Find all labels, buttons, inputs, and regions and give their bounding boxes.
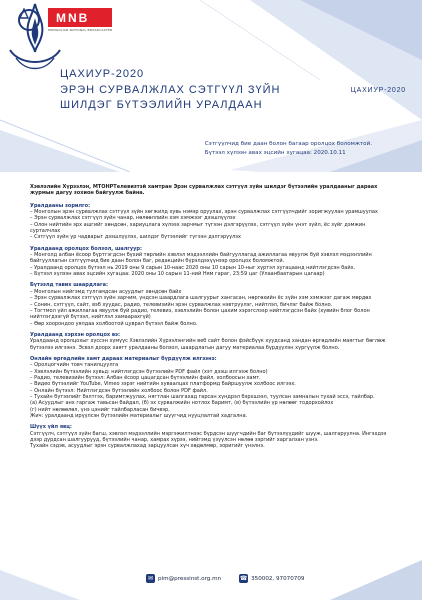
section-line: Тухайн сэдэв, асуудлыг эрэн сурвалжлахад зарцуулсан хүч хөдөлмөр, зоригийг үнэлнэ. (30, 443, 265, 450)
section-line: – Оролцогчийн товч танилцуулга (30, 362, 119, 369)
section-body (30, 252, 392, 277)
mnb-logo-text: MNB (48, 8, 112, 27)
section (30, 424, 392, 449)
phone-text: 350002, 97070709 (251, 575, 305, 582)
section-body (30, 209, 392, 241)
footer-phone[interactable] (239, 574, 304, 583)
mnb-logo-subtitle: MONGOLIAN NATIONAL BROADCASTER (48, 28, 113, 32)
section (30, 282, 392, 326)
section-line: – Монголын нийгэмд тулгамдсан асуудлыг хөндсөн байх (30, 288, 182, 295)
intro-paragraph: Хэвлэлийн Хүрээлэн, МТОНРТелевизтэй хамтран Эрэн сурвалжлах сэтгүүл зүйн шилдэг бүтээлийн уралдааныг дараах журмын дагуу зохион байгуулж байна. (30, 184, 378, 197)
section-line: – Монголын эрэн сурвалжлах сэтгүүл зүйн хөгжилд хувь нэмэр оруулах, эрэн сурвалжлах сэтгүүлчдийг зоригжуулан урамшуулах (30, 209, 378, 216)
section-line: Жич: уралдаанд ирүүлсэн бүтээлийн материалыг шүүгчид нууцлалтай хадгална. (30, 413, 248, 419)
section-line: – Тухайн бүтээлийг бэлтгэх, баримтжуулах, нягтлан шалгахад гарсан хүндрэл бэрхшээл, туулсан замналын тухай эссэ, тайлбар. (30, 393, 375, 400)
section-line: – Хэвлэлийн бүтээлийн хувьд: нийтлэгдсэн бүтээлийн PDF файл (хэт дээш илгээж болно) (30, 368, 268, 375)
section-line: – Видео бүтээлийг YouTube, Vimeo зэрэг нийтийн хуваалцах платформд байршуулж холбоос илгээх. (30, 381, 296, 388)
title-line-1: ЦАХИУР-2020 (60, 68, 145, 80)
section-title: Бүтээлд тавих шаардлага: (30, 282, 108, 289)
footer-email[interactable] (146, 574, 221, 583)
section-title: Онлайн өргөдлийн хамт дараах материалыг бүрдүүлж илгээнэ: (30, 355, 217, 362)
section-title: Уралдаанд хэрхэн оролцох вэ: (30, 331, 120, 338)
title-line-3: ШИЛДЭГ БҮТЭЭЛИЙН УРАЛДААН (60, 99, 263, 111)
section-line: – Онлайн бүтээл: Нийтлэгдсэн бүтээлийн холбоос болон PDF файл. (30, 387, 208, 394)
section-line: – Сэтгүүл зүйн ур чадварыг дээшлүүлэх, шилдэг бүтээлийг түгээн дэлгэрүүлэх (30, 234, 241, 241)
section-line: – Радио, телевизийн бүтээл: Албан ёсоор цацагдсан бүтээлийн файл, холбоосын хамт. (30, 374, 261, 381)
title-line-2: ЭРЭН СУРВАЛЖЛАХ СЭТГҮҮЛ ЗҮЙН (60, 84, 281, 96)
section-body (30, 431, 392, 450)
section-title: Уралдаанд оролцох болзол, шалгуур: (30, 245, 142, 252)
section-body (30, 338, 392, 351)
section-line: – Бүтээл хүлээн авах эцсийн хугацаа: 2020 оны 10 сарын 11-ний Ням гараг, 23:59 цаг (Улаанбаатарын цагаар) (30, 271, 325, 278)
section (30, 332, 392, 351)
section-title: Уралдааны зорилго: (30, 202, 91, 209)
section-line: (г) нийт нөлөөлөл, үнэ цэнийг тайлбарласан бичвэр. (30, 406, 170, 413)
flint-emblem-icon (0, 0, 70, 80)
email-text: pim@pressinst.org.mn (158, 575, 222, 582)
document-body (30, 184, 392, 455)
email-icon: ✉ (147, 575, 154, 582)
section-line: Сэтгүүлч, сэтгүүл зүйн багш, хэвлэл мэдээллийн мэргэжилтнээс бүрдсэн шүүгчдийн баг бүтээлүүдийг шүүж, шалгаруулна. Ингэхдээ дээр дурдсан шалгуурууд, бүтээлийн чанар, хамрах хүрээ, нийгэмд үзүүлсэн нөлөө зэргийг харгалзан үзнэ. (30, 430, 387, 444)
section-title: Шүүх үйл явц: (30, 424, 72, 431)
deadline-line-2: Бүтээл хүлээн авах эцсийн хугацаа: 2020.10.11 (204, 150, 346, 156)
section-line: – Уралдаанд оролцох бүтээл нь 2019 оны 9 сарын 10-наас 2020 оны 10 сарын 10-ныг хүртэл хугацаанд нийтлэгдсэн байх. (30, 264, 356, 271)
section-line: – Эрэн сурвалжлах сэтгүүл зүйн зарчим, үндсэн шаардлага шалгуурыг хангасан, нөргөхийн ёс зүйн хэм хэмжээг дагаж мөрдөх (30, 295, 372, 302)
section (30, 246, 392, 278)
section-line: – Эрэн сурвалжлах сэтгүүл зүйн чанар, нөлөөллийн хэм хэмжээг дээшлүүлэх (30, 215, 236, 222)
deadline-line-1: Сэтгүүлчид бие даан болон багаар оролцох боломжтой. (204, 141, 372, 147)
section-line: – Монголд албан ёсоор бүртгэгдсэн бүхий төрлийн хэвлэл мэдээллийн байгууллагад ажиллагаа явуулж буй хэвлэл мэдээллийн байгууллагын сэтгүүлчид бие даан болон баг, редакцийн бүрэлдэхүүнээр оролцох боломжтой. (30, 252, 372, 265)
section-line: Уралдаанд оролцохыг хүссэн хүмүүс Хэвлэлийн Хүрээлэнгийн веб сайт болон фэйсбүүк хуудсанд хандан өргөдлийн маягтыг бөглөж бүтээлээ илгээнэ. Эсвэл доорх хаягт уралдааны болзол, шаардлагын дагуу материалаа бүрдүүлэн хүргүүлж болно. (30, 338, 386, 351)
section-line: – Тогтмол үйл ажиллагаа явуулж буй радио, телевиз, хэвлэлийн болон цахим хэрэгслээр нийтлэгдсэн байх (хувийн блог болон нийтлэгдээгүй бүтээл, нийтлэл хамаарахгүй) (30, 307, 370, 321)
footer-contacts (146, 574, 304, 583)
section-line: (а) Асуудлыг анх гаргаж тавьсан байдал, (б) эх сурвалжийн нотлох баримт, (в) бүтээлийн үр нөлөөг тодорхойлох (30, 400, 334, 407)
section (30, 203, 392, 241)
phone-icon: ☎ (239, 575, 248, 582)
section-line: – Сонин, сэтгүүл, сайт, вэб хуудас, радио, телевизийн эрэн сурвалжлах нэвтрүүлэг, нийтлэл, бичлэг байж болно. (30, 301, 333, 308)
header-banner (0, 0, 422, 172)
sections-container (30, 203, 392, 450)
emblem-caption: ЦАХИУР-2020 (350, 87, 406, 94)
section-line: – Олон нийтийн эрх ашгийг хөндсөн, хариуцлага хүлээх зарчмыг түгээн дэлгэрүүлэх, сэтгүүл зүйн үнэт зүйл, ёс зүйг дэмжин сурталчлах (30, 221, 366, 235)
contest-title (60, 68, 280, 111)
section-body (30, 362, 392, 419)
section-body (30, 289, 392, 327)
section-line: – Өөр хоорондоо уялдаа холбоотой цуврал бүтээл байж болно. (30, 320, 198, 327)
deadline-info (205, 140, 372, 158)
section (30, 356, 392, 419)
